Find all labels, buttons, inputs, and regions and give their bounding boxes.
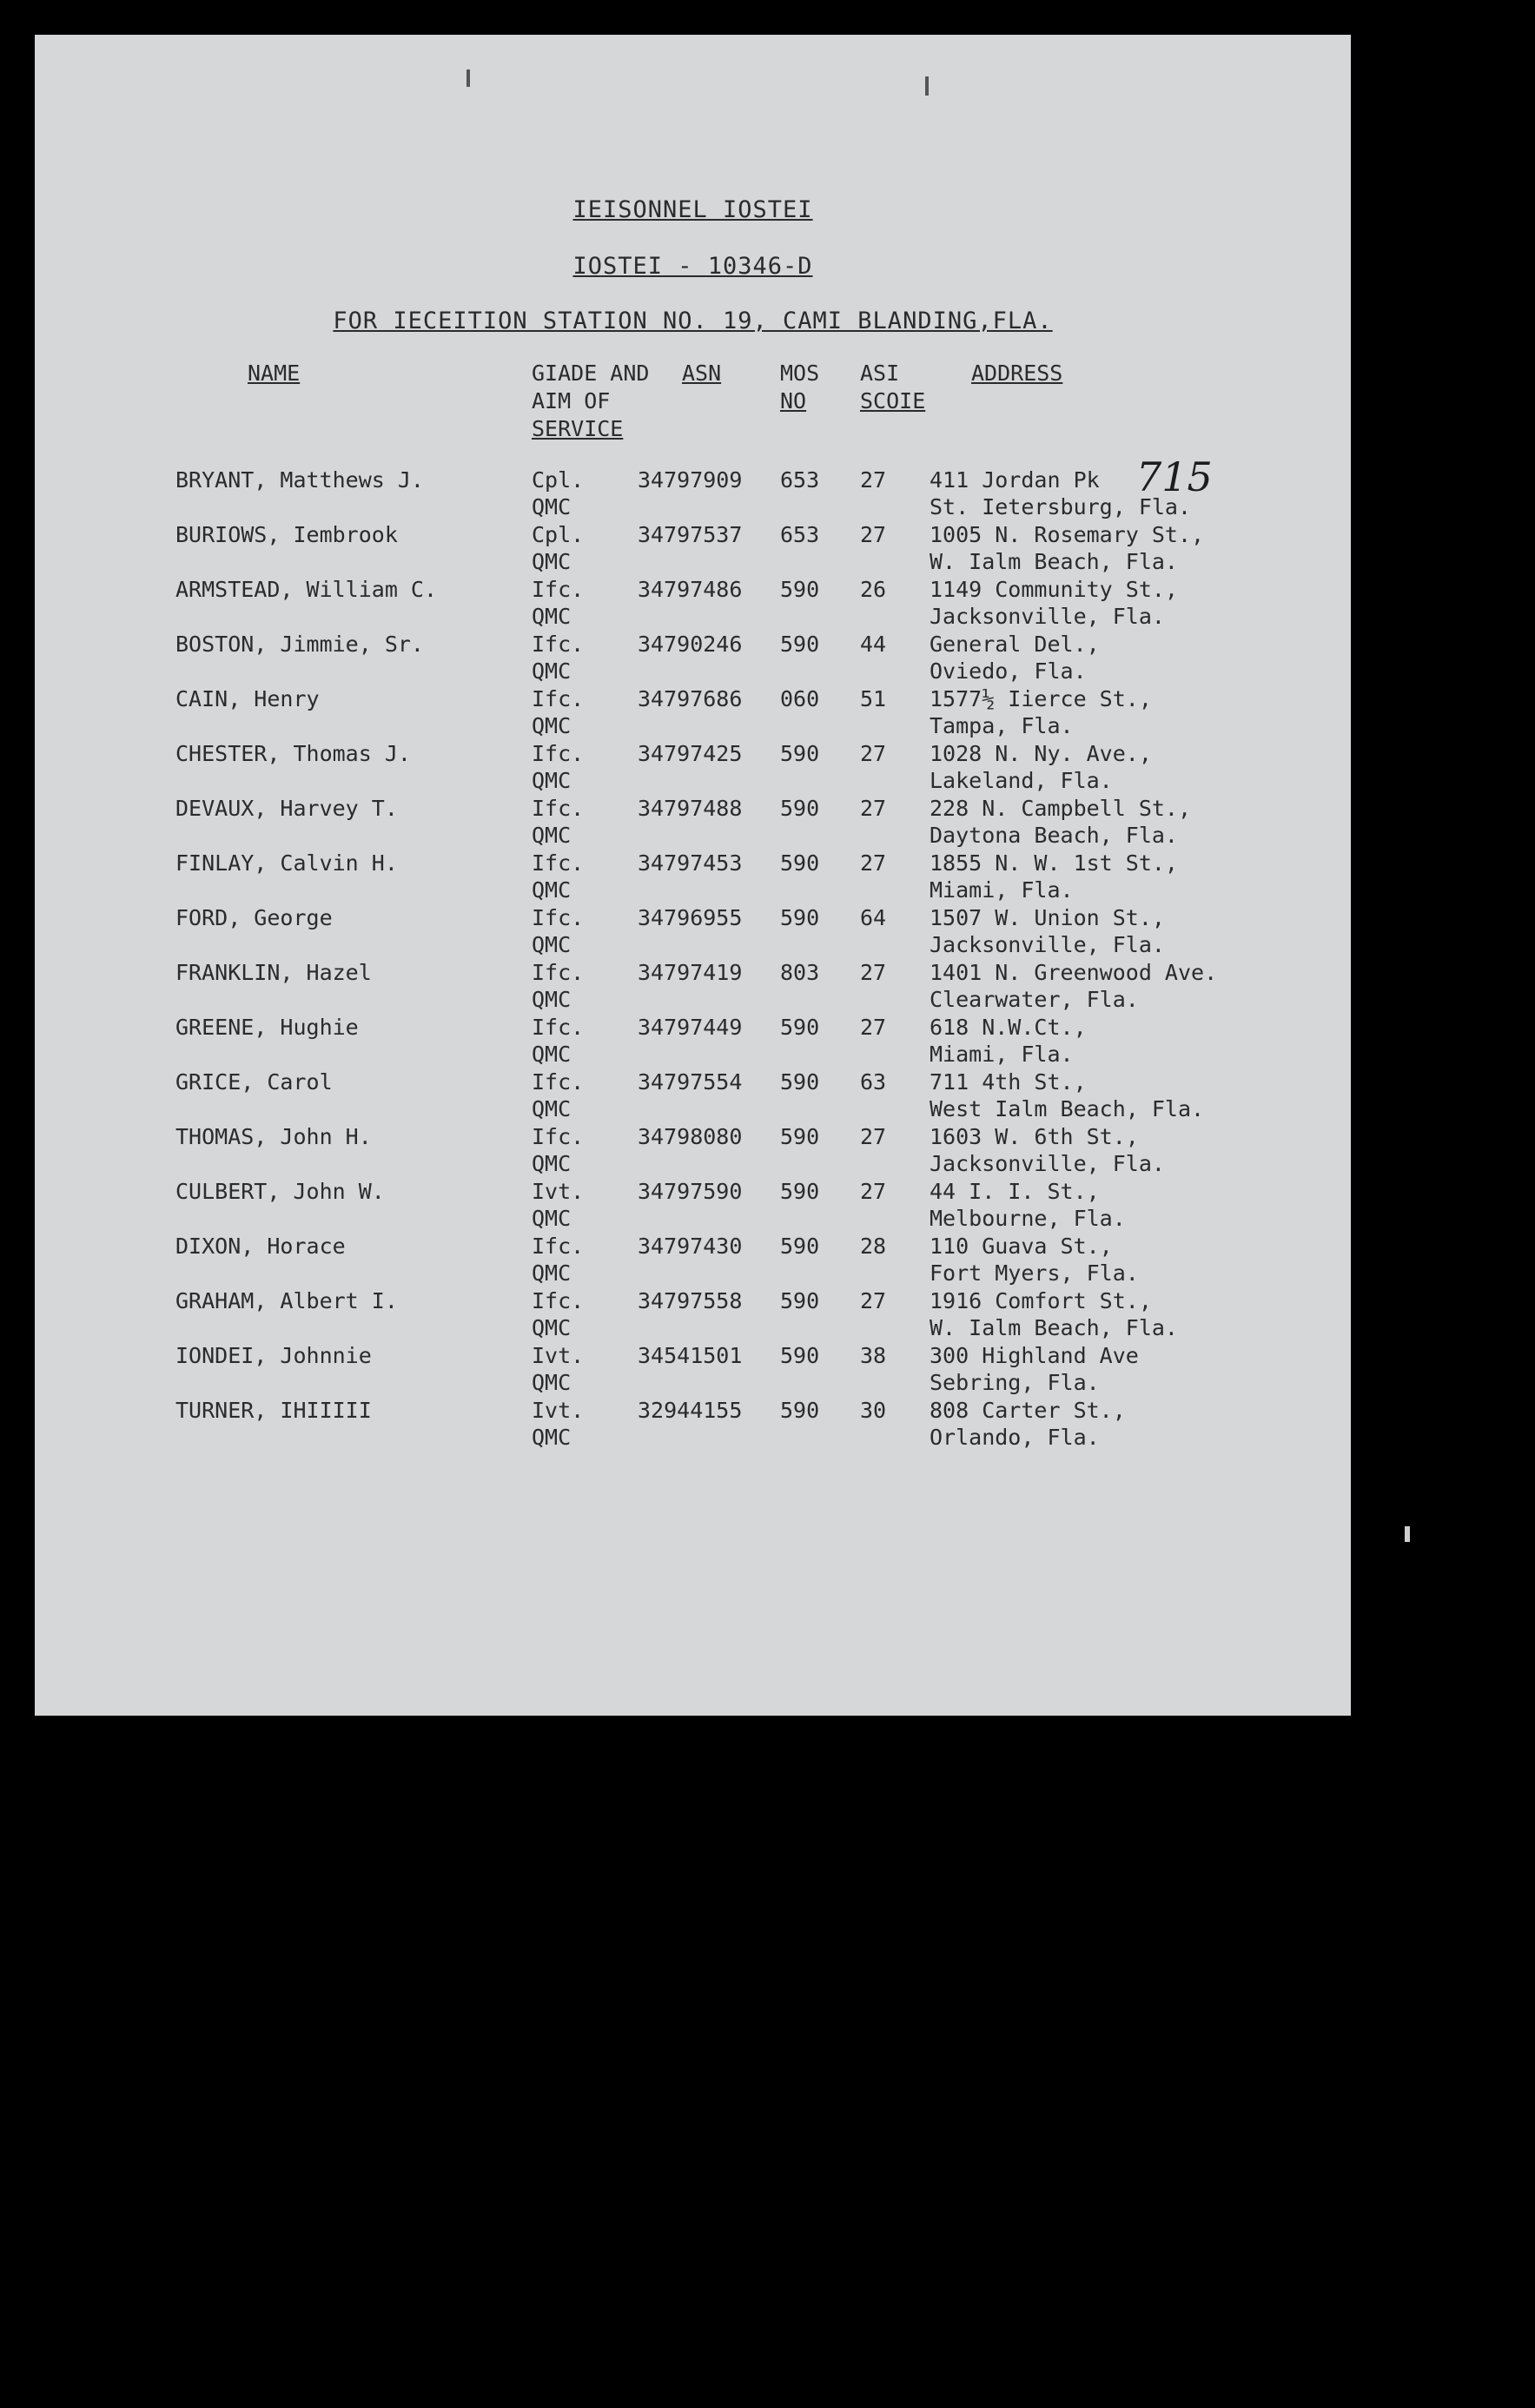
cell-score: 27 xyxy=(860,1179,887,1204)
cell-address: 618 N.W.Ct., Miami, Fla. xyxy=(930,1015,1087,1067)
cell-score: 27 xyxy=(860,522,887,547)
table-row xyxy=(35,1068,1351,1123)
col-address-header: ADDRESS xyxy=(971,361,1063,386)
cell-mos: 590 xyxy=(780,905,820,930)
cell-grade: Ifc. QMC xyxy=(532,686,585,738)
cell-grade: Ifc. QMC xyxy=(532,741,585,793)
punch-mark-left xyxy=(466,69,470,87)
punch-mark-right xyxy=(925,76,929,96)
cell-mos: 653 xyxy=(780,522,820,547)
cell-name: BOSTON, Jimmie, Sr. xyxy=(175,632,424,657)
cell-asn: 34797590 xyxy=(638,1179,743,1204)
cell-address: General Del., Oviedo, Fla. xyxy=(930,632,1100,684)
table-row xyxy=(35,521,1351,576)
cell-grade: Ifc. QMC xyxy=(532,1234,585,1286)
cell-asn: 34541501 xyxy=(638,1343,743,1368)
cell-score: 27 xyxy=(860,741,887,766)
cell-score: 27 xyxy=(860,1288,887,1313)
table-row xyxy=(35,1287,1351,1342)
cell-score: 27 xyxy=(860,850,887,876)
cell-grade: Ifc. QMC xyxy=(532,1069,585,1121)
cell-mos: 653 xyxy=(780,467,820,493)
cell-address: 228 N. Campbell St., Daytona Beach, Fla. xyxy=(930,796,1192,848)
table-row xyxy=(35,631,1351,685)
cell-score: 27 xyxy=(860,467,887,493)
cell-address: 1005 N. Rosemary St., W. Ialm Beach, Fla. xyxy=(930,522,1205,574)
cell-name: GRICE, Carol xyxy=(175,1069,333,1095)
cell-grade: Ifc. QMC xyxy=(532,905,585,957)
station-line: FOR IECEITION STATION NO. 19, CAMI BLANDING,FLA. xyxy=(333,308,1053,334)
cell-address: 411 Jordan Pk St. Ietersburg, Fla. xyxy=(930,467,1192,519)
cell-asn: 34797686 xyxy=(638,686,743,711)
roster-number: IOSTEI - 10346-D xyxy=(572,253,813,280)
table-row xyxy=(35,904,1351,959)
cell-grade: Cpl. QMC xyxy=(532,467,585,519)
roster-title: IEISONNEL IOSTEI xyxy=(572,196,813,223)
cell-grade: Ifc. QMC xyxy=(532,1124,585,1176)
cell-mos: 590 xyxy=(780,1124,820,1149)
cell-address: 300 Highland Ave Sebring, Fla. xyxy=(930,1343,1139,1395)
cell-name: DEVAUX, Harvey T. xyxy=(175,796,398,821)
cell-address: 1603 W. 6th St., Jacksonville, Fla. xyxy=(930,1124,1165,1176)
cell-asn: 34797425 xyxy=(638,741,743,766)
cell-asn: 34797488 xyxy=(638,796,743,821)
cell-mos: 590 xyxy=(780,632,820,657)
cell-score: 28 xyxy=(860,1234,887,1259)
cell-asn: 34797419 xyxy=(638,960,743,985)
cell-mos: 803 xyxy=(780,960,820,985)
cell-name: IONDEI, Johnnie xyxy=(175,1343,372,1368)
cell-asn: 34797909 xyxy=(638,467,743,493)
cell-address: 1855 N. W. 1st St., Miami, Fla. xyxy=(930,850,1178,903)
cell-score: 27 xyxy=(860,1015,887,1040)
cell-address: 711 4th St., West Ialm Beach, Fla. xyxy=(930,1069,1205,1121)
cell-asn: 34798080 xyxy=(638,1124,743,1149)
table-row xyxy=(35,1014,1351,1068)
cell-score: 38 xyxy=(860,1343,887,1368)
cell-name: TURNER, IHIIIII xyxy=(175,1398,372,1423)
cell-name: CHESTER, Thomas J. xyxy=(175,741,411,766)
col-mos-header: MOS NO xyxy=(780,361,820,413)
cell-mos: 590 xyxy=(780,577,820,602)
table-row xyxy=(35,1123,1351,1178)
cell-mos: 060 xyxy=(780,686,820,711)
table-row xyxy=(35,685,1351,740)
col-asn-header: ASN xyxy=(682,361,722,386)
table-row xyxy=(35,1342,1351,1397)
cell-address: 1028 N. Ny. Ave., Lakeland, Fla. xyxy=(930,741,1152,793)
cell-grade: Ivt. QMC xyxy=(532,1179,585,1231)
cell-name: BRYANT, Matthews J. xyxy=(175,467,424,493)
cell-name: FORD, George xyxy=(175,905,333,930)
cell-name: GRAHAM, Albert I. xyxy=(175,1288,398,1313)
cell-name: DIXON, Horace xyxy=(175,1234,346,1259)
cell-asn: 34797449 xyxy=(638,1015,743,1040)
table-row xyxy=(35,795,1351,850)
cell-asn: 34797430 xyxy=(638,1234,743,1259)
cell-mos: 590 xyxy=(780,1398,820,1423)
cell-name: CAIN, Henry xyxy=(175,686,320,711)
cell-grade: Ifc. QMC xyxy=(532,1288,585,1340)
cell-score: 63 xyxy=(860,1069,887,1095)
cell-mos: 590 xyxy=(780,1288,820,1313)
table-row xyxy=(35,576,1351,631)
table-row xyxy=(35,466,1351,521)
cell-mos: 590 xyxy=(780,1179,820,1204)
cell-name: FINLAY, Calvin H. xyxy=(175,850,398,876)
cell-grade: Ifc. QMC xyxy=(532,577,585,629)
cell-score: 26 xyxy=(860,577,887,602)
cell-asn: 34797453 xyxy=(638,850,743,876)
cell-asn: 34790246 xyxy=(638,632,743,657)
cell-address: 110 Guava St., Fort Myers, Fla. xyxy=(930,1234,1139,1286)
cell-asn: 32944155 xyxy=(638,1398,743,1423)
cell-score: 27 xyxy=(860,960,887,985)
handwritten-annotation: 715 xyxy=(1136,453,1213,500)
cell-score: 27 xyxy=(860,1124,887,1149)
cell-mos: 590 xyxy=(780,1069,820,1095)
cell-score: 44 xyxy=(860,632,887,657)
cell-asn: 34797537 xyxy=(638,522,743,547)
cell-asn: 34797486 xyxy=(638,577,743,602)
cell-score: 30 xyxy=(860,1398,887,1423)
cell-grade: Ivt. QMC xyxy=(532,1343,585,1395)
cell-mos: 590 xyxy=(780,1015,820,1040)
table-row xyxy=(35,850,1351,904)
cell-score: 27 xyxy=(860,796,887,821)
cell-address: 808 Carter St., Orlando, Fla. xyxy=(930,1398,1126,1450)
cell-grade: Ifc. QMC xyxy=(532,796,585,848)
cell-mos: 590 xyxy=(780,1234,820,1259)
roster-page xyxy=(35,35,1351,1716)
cell-score: 51 xyxy=(860,686,887,711)
cell-address: 1149 Community St., Jacksonville, Fla. xyxy=(930,577,1178,629)
cell-name: THOMAS, John H. xyxy=(175,1124,372,1149)
cell-name: CULBERT, John W. xyxy=(175,1179,385,1204)
table-row xyxy=(35,1397,1351,1452)
cell-grade: Ifc. QMC xyxy=(532,1015,585,1067)
cell-address: 44 I. I. St., Melbourne, Fla. xyxy=(930,1179,1126,1231)
table-row xyxy=(35,1178,1351,1233)
cell-grade: Ivt. QMC xyxy=(532,1398,585,1450)
cell-asn: 34796955 xyxy=(638,905,743,930)
cell-name: ARMSTEAD, William C. xyxy=(175,577,438,602)
cell-score: 64 xyxy=(860,905,887,930)
cell-name: GREENE, Hughie xyxy=(175,1015,359,1040)
cell-grade: Ifc. QMC xyxy=(532,632,585,684)
cell-name: BURIOWS, Iembrook xyxy=(175,522,398,547)
cell-mos: 590 xyxy=(780,741,820,766)
table-row xyxy=(35,959,1351,1014)
cell-grade: Ifc. QMC xyxy=(532,960,585,1012)
cell-mos: 590 xyxy=(780,1343,820,1368)
cell-address: 1916 Comfort St., W. Ialm Beach, Fla. xyxy=(930,1288,1178,1340)
cell-grade: Ifc. QMC xyxy=(532,850,585,903)
cell-asn: 34797558 xyxy=(638,1288,743,1313)
table-row xyxy=(35,1233,1351,1287)
col-score-header: ASI SCOIE xyxy=(860,361,926,413)
cell-asn: 34797554 xyxy=(638,1069,743,1095)
col-grade-header: GIADE AND AIM OF SERVICE xyxy=(532,361,650,441)
cell-address: 1577½ Iierce St., Tampa, Fla. xyxy=(930,686,1152,738)
table-row xyxy=(35,740,1351,795)
cell-address: 1401 N. Greenwood Ave. Clearwater, Fla. xyxy=(930,960,1218,1012)
cell-grade: Cpl. QMC xyxy=(532,522,585,574)
cell-mos: 590 xyxy=(780,796,820,821)
cell-address: 1507 W. Union St., Jacksonville, Fla. xyxy=(930,905,1165,957)
cell-name: FRANKLIN, Hazel xyxy=(175,960,372,985)
scan-speck xyxy=(1405,1526,1410,1542)
col-name-header: NAME xyxy=(248,361,301,386)
cell-mos: 590 xyxy=(780,850,820,876)
